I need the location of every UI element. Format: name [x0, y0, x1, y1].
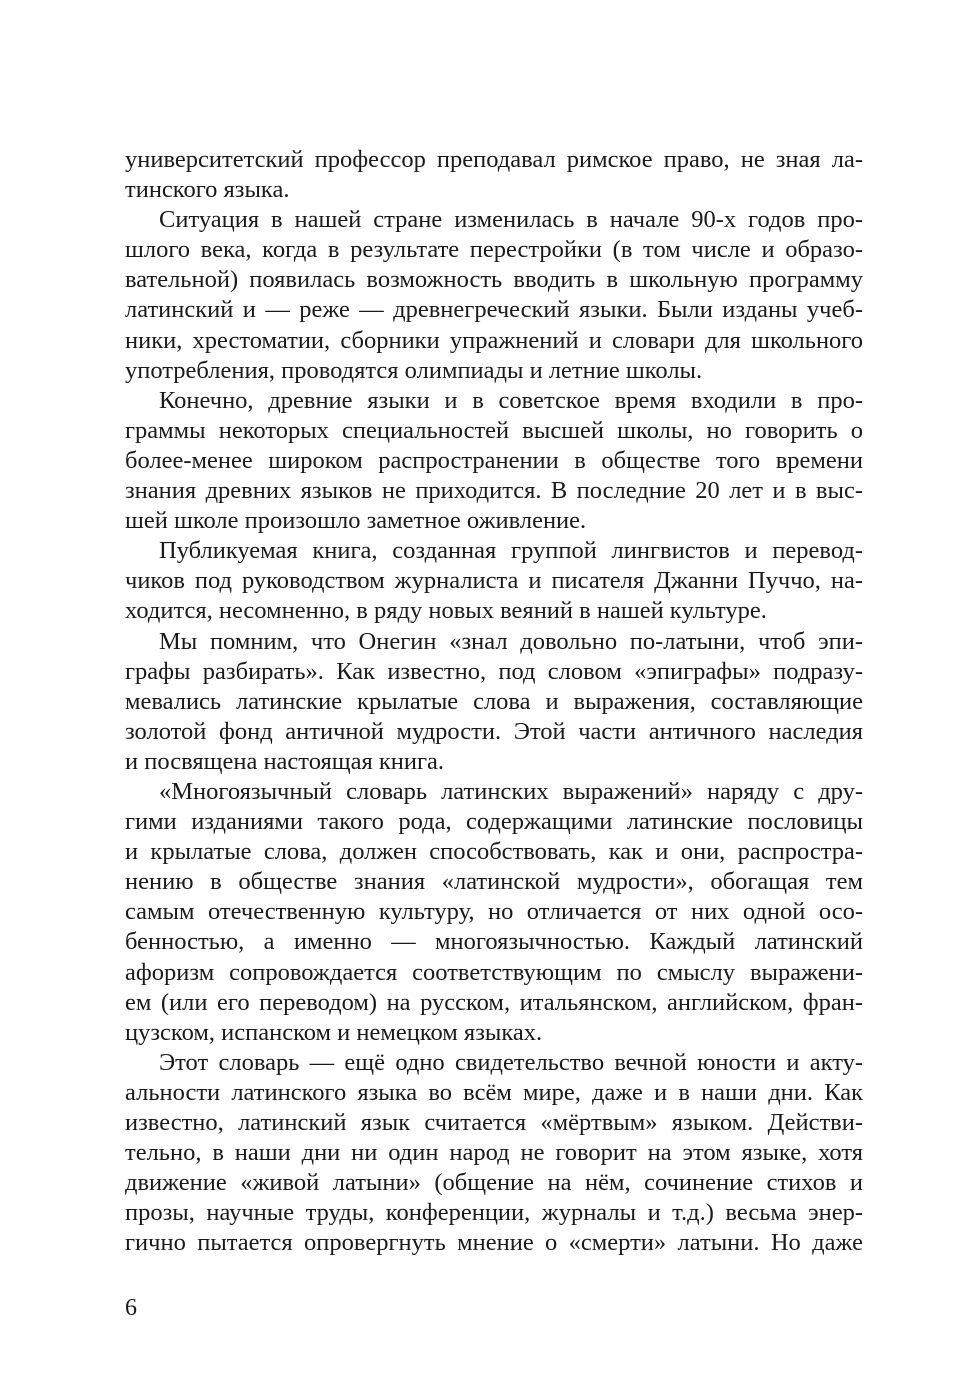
text-line: золотой фонд античной мудрости. Этой части античного наследия	[125, 717, 863, 745]
text-line: движение «живой латыни» (общение на нём, сочинение стихов и	[125, 1169, 863, 1197]
text-line: гично пытается опровергнуть мнение о «смерти» латыни. Но даже	[125, 1229, 863, 1257]
text-line: тельно, в наши дни ни один народ не говорит на этом языке, хотя	[125, 1139, 863, 1167]
text-line: Ситуация в нашей стране изменилась в начале 90-х годов про-	[159, 206, 863, 234]
text-line: ники, хрестоматии, сборники упражнений и словари для школьного	[125, 326, 863, 354]
text-line: шей школе произошло заметное оживление.	[125, 507, 587, 535]
text-line: граммы некоторых специальностей высшей школы, но говорить о	[125, 416, 863, 444]
paragraph	[125, 205, 863, 386]
paragraph	[125, 536, 863, 626]
text-line: мевались латинские крылатые слова и выражения, составляющие	[125, 687, 863, 715]
paragraph	[125, 145, 863, 205]
text-line: и посвящена настоящая книга.	[125, 747, 445, 775]
text-line: тинского языка.	[125, 176, 290, 204]
text-line: «Многоязычный словарь латинских выражений» наряду с дру-	[159, 777, 863, 805]
text-line: латинский и — реже — древнегреческий языки. Были изданы учеб-	[125, 296, 863, 324]
paragraph	[125, 386, 863, 536]
text-line: и крылатые слова, должен способствовать, как и они, распростра-	[125, 838, 863, 866]
text-line: знания древних языков не приходится. В последние 20 лет и в выс-	[125, 477, 863, 505]
page-number: 6	[125, 1295, 137, 1321]
text-line: афоризм сопровождается соответствующим по смыслу выражени-	[125, 958, 863, 986]
text-line: Конечно, древние языки и в советское время входили в про-	[159, 386, 863, 414]
text-line: ем (или его переводом) на русском, итальянском, английском, фран-	[125, 988, 863, 1016]
paragraph	[125, 627, 863, 777]
text-line: графы разбирать». Как известно, под словом «эпиграфы» подразу-	[125, 657, 863, 685]
text-line: Мы помним, что Онегин «знал довольно по-латыни, чтоб эпи-	[159, 627, 863, 655]
paragraph	[125, 1048, 863, 1259]
text-line: университетский профессор преподавал римское право, не зная ла-	[125, 146, 863, 173]
text-line: вательной) появилась возможность вводить в школьную программу	[125, 266, 863, 294]
text-line: самым отечественную культуру, но отличается от них одной осо-	[125, 898, 863, 926]
text-line: цузском, испанском и немецком языках.	[125, 1018, 543, 1046]
text-line: Публикуемая книга, созданная группой лингвистов и перевод-	[159, 537, 863, 565]
text-line: шлого века, когда в результате перестройки (в том числе и образо-	[125, 236, 863, 264]
text-line: более-менее широком распространении в обществе того времени	[125, 446, 863, 474]
text-line: употребления, проводятся олимпиады и летние школы.	[125, 356, 703, 384]
text-line: известно, латинский язык считается «мёртвым» языком. Действи-	[125, 1109, 863, 1136]
text-line: ходится, несомненно, в ряду новых веяний в нашей культуре.	[125, 597, 767, 625]
text-line: чиков под руководством журналиста и писателя Джанни Пуччо, на-	[125, 567, 863, 595]
text-line: альности латинского языка во всём мире, даже и в наши дни. Как	[125, 1078, 863, 1106]
paragraph	[125, 777, 863, 1048]
text-line: прозы, научные труды, конференции, журналы и т.д.) весьма энер-	[125, 1199, 863, 1227]
text-line: Этот словарь — ещё одно свидетельство вечной юности и акту-	[159, 1048, 863, 1076]
body-text	[125, 145, 863, 1258]
text-line: нению в обществе знания «латинской мудрости», обогащая тем	[125, 868, 863, 896]
text-line: бенностью, а именно — многоязычностью. Каждый латинский	[125, 928, 863, 956]
text-line: гими изданиями такого рода, содержащими латинские пословицы	[125, 808, 863, 836]
